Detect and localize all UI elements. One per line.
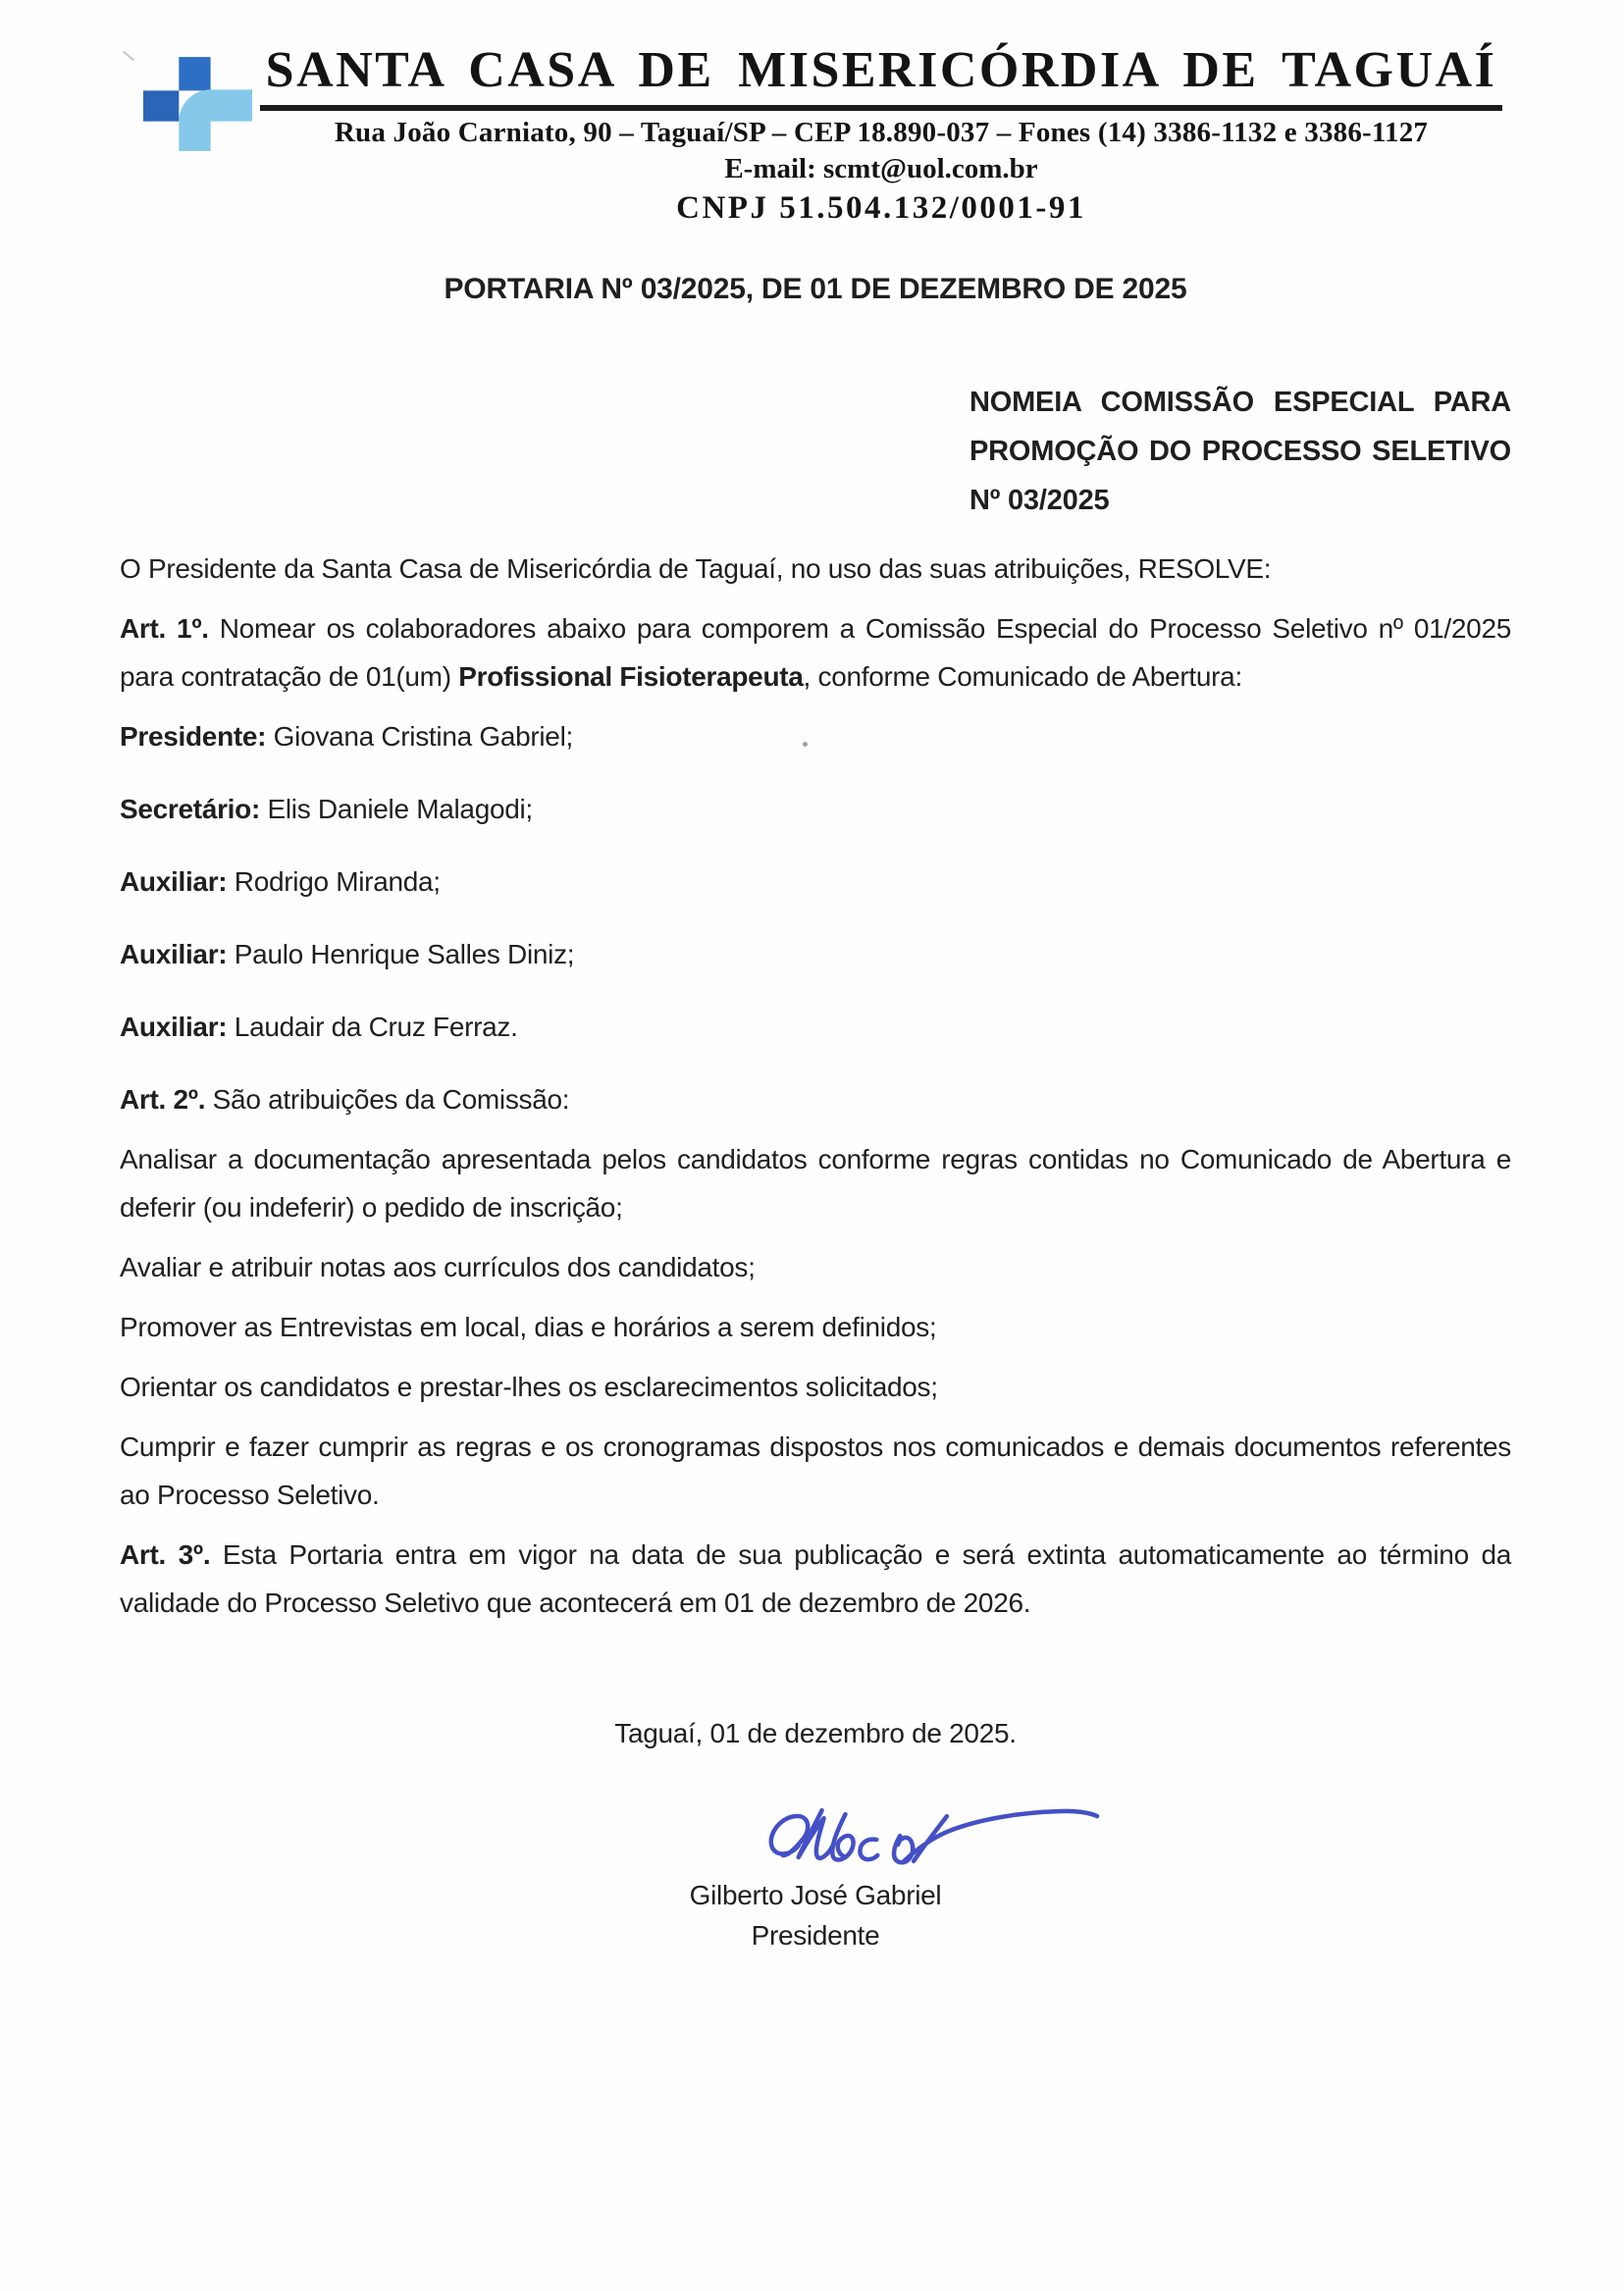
member-role: Auxiliar:: [120, 866, 228, 897]
article-3-paragraph: [120, 1531, 1511, 1627]
attribution-paragraph: Cumprir e fazer cumprir as regras e os cronogramas dispostos nos comunicados e demais documentos referentes ao Processo Seletivo.: [120, 1432, 1511, 1510]
signer-title: Presidente: [751, 1920, 880, 1951]
member-row: [120, 930, 1511, 978]
attribution-paragraph: Analisar a documentação apresentada pelos candidatos conforme regras contidas no Comunicado de Abertura e deferir (ou indeferir) o pedido de inscrição;: [120, 1144, 1511, 1223]
attribution-paragraph: Orientar os candidatos e prestar-lhes os esclarecimentos solicitados;: [120, 1372, 938, 1402]
letterhead-text: [254, 43, 1508, 227]
member-name: Giovana Cristina Gabriel;: [266, 721, 573, 752]
document-title: PORTARIA Nº 03/2025, DE 01 DE DEZEMBRO DE 2025: [444, 273, 1187, 305]
member-name: Laudair da Cruz Ferraz.: [227, 1012, 518, 1042]
attribution-paragraph: Promover as Entrevistas em local, dias e horários a serem definidos;: [120, 1312, 937, 1342]
member-name: Paulo Henrique Salles Diniz;: [227, 939, 575, 969]
preamble-paragraph: O Presidente da Santa Casa de Misericórdia de Taguaí, no uso das suas atribuições, RESOLVE:: [120, 553, 1272, 584]
article-1-text: Nomear os colaboradores abaixo para comporem a Comissão Especial do Processo Seletivo nº 01/2025 para contratação de 01(um): [120, 613, 1511, 692]
article-3-label: Art. 3º.: [120, 1539, 211, 1570]
org-email: E-mail: scmt@uol.com.br: [724, 153, 1038, 184]
scan-artifact-dot: [803, 742, 808, 747]
article-1-paragraph: [120, 604, 1511, 701]
member-role: Secretário:: [120, 794, 260, 824]
article-1-bold-term: Profissional Fisioterapeuta: [458, 661, 804, 692]
org-address: Rua João Carniato, 90 – Taguaí/SP – CEP 18.890-037 – Fones (14) 3386-1132 e 3386-1127: [334, 117, 1429, 148]
org-name: SANTA CASA DE MISERICÓRDIA DE TAGUAÍ: [260, 43, 1503, 111]
article-2-paragraph: [120, 1075, 1511, 1123]
signature-image: [756, 1802, 1107, 1875]
member-role: Auxiliar:: [120, 1012, 228, 1042]
member-name: Elis Daniele Malagodi;: [260, 794, 533, 824]
commission-members-list: [120, 712, 1511, 1051]
member-row: [120, 785, 1511, 833]
letterhead: [0, 0, 1624, 227]
organization-logo-icon: [143, 57, 254, 152]
signature-block: [120, 1802, 1511, 1955]
org-cnpj: CNPJ 51.504.132/0001-91: [676, 190, 1086, 226]
attribution-paragraph: Avaliar e atribuir notas aos currículos dos candidatos;: [120, 1252, 756, 1282]
member-role: Presidente:: [120, 721, 267, 752]
article-1-label: Art. 1º.: [120, 613, 209, 644]
article-2-label: Art. 2º.: [120, 1084, 206, 1115]
member-row: [120, 712, 1511, 760]
article-1-text-end: , conforme Comunicado de Abertura:: [803, 661, 1242, 692]
dateline: Taguaí, 01 de dezembro de 2025.: [614, 1718, 1017, 1748]
member-row: [120, 1003, 1511, 1051]
article-3-text: Esta Portaria entra em vigor na data de sua publicação e será extinta automaticamente ao término da validade do Processo Seletivo que acontecerá em 01 de dezembro de 2026.: [120, 1539, 1511, 1618]
member-row: [120, 858, 1511, 906]
signer-name: Gilberto José Gabriel: [689, 1880, 942, 1910]
member-name: Rodrigo Miranda;: [227, 866, 441, 897]
document-summary: NOMEIA COMISSÃO ESPECIAL PARA PROMOÇÃO DO PROCESSO SELETIVO Nº 03/2025: [969, 387, 1511, 516]
article-2-text: São atribuições da Comissão:: [205, 1084, 570, 1115]
member-role: Auxiliar:: [120, 939, 228, 969]
document-body: [0, 272, 1624, 1955]
